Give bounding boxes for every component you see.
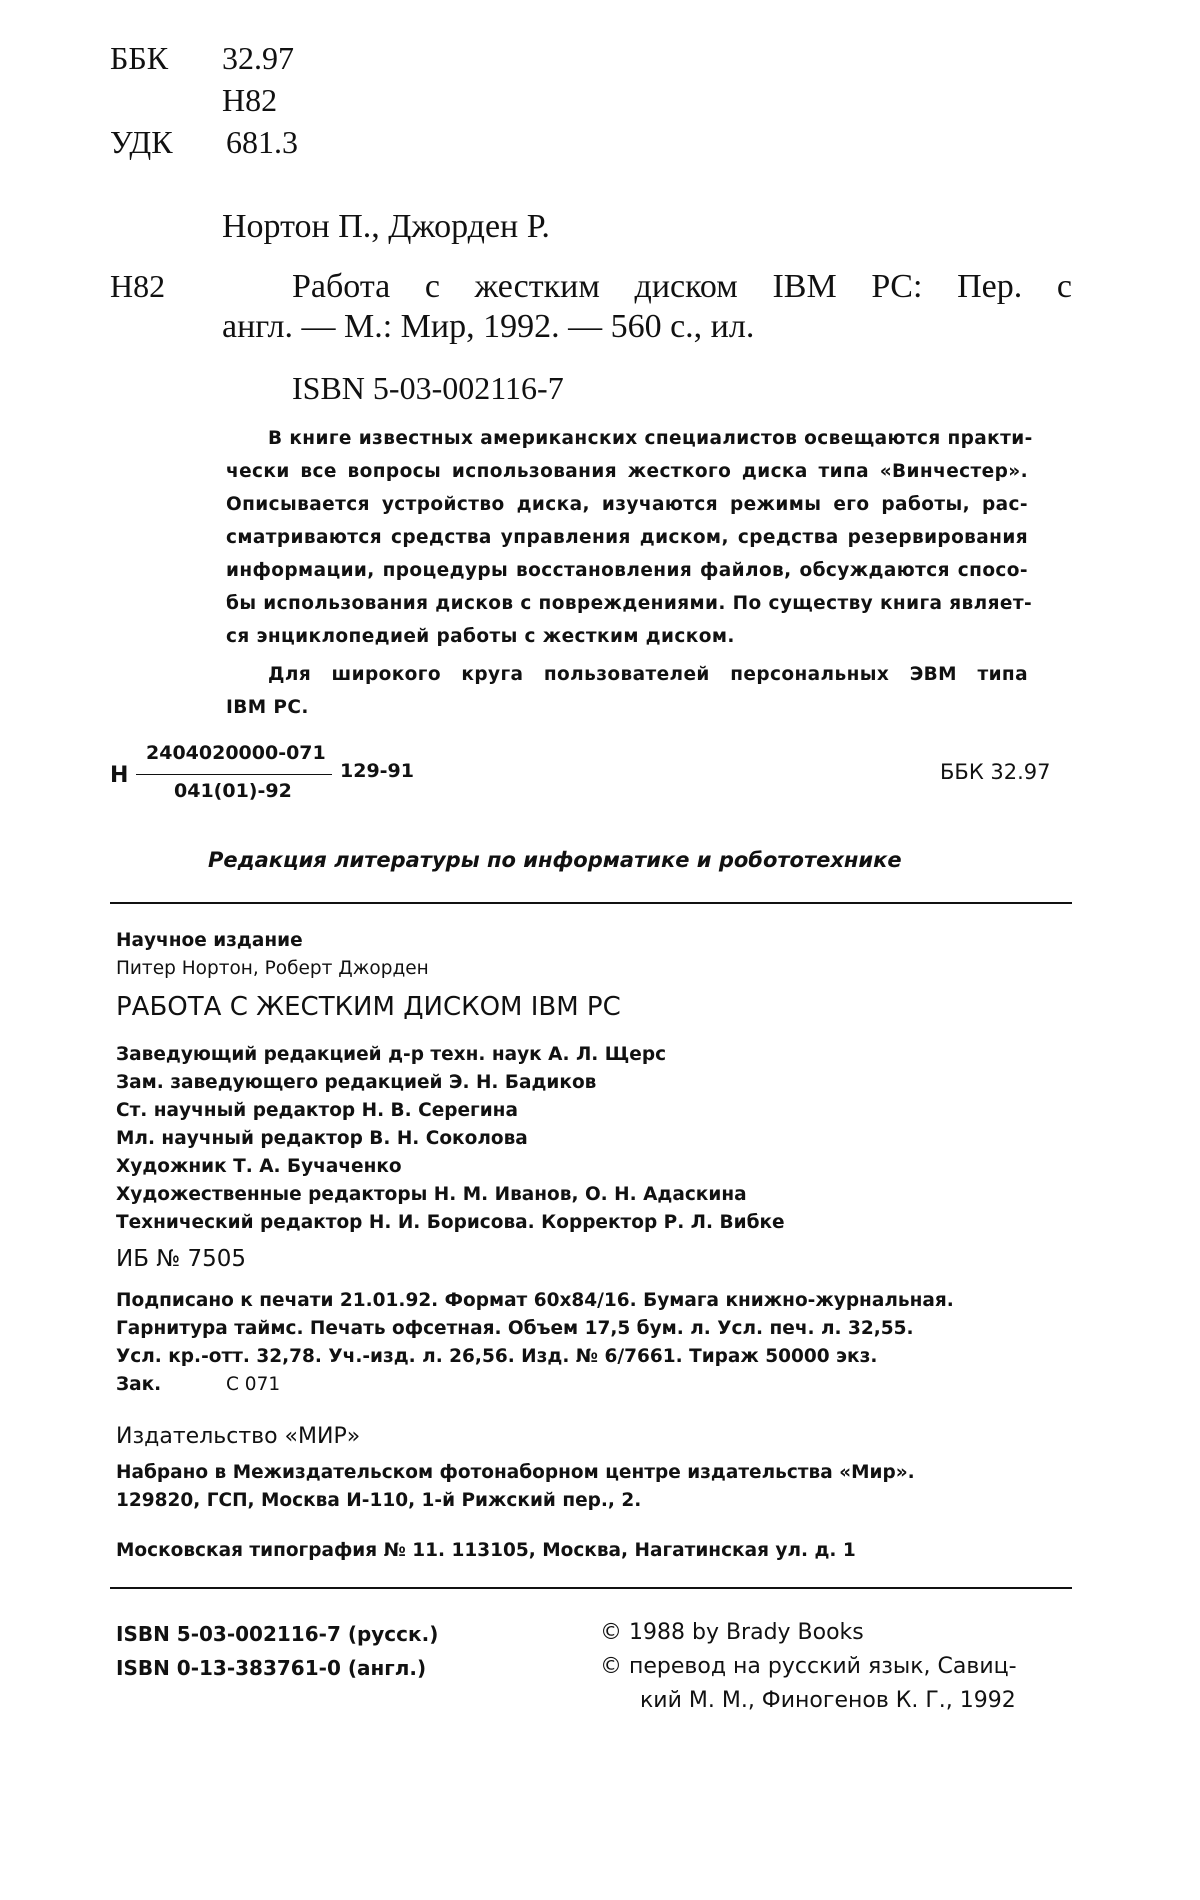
staff-line-7: Технический редактор Н. И. Борисова. Корректор Р. Л. Вибке xyxy=(116,1212,785,1233)
typeset-line-1: Набрано в Межиздательском фотонаборном центре издательства «Мир». xyxy=(116,1462,915,1483)
staff-line-5: Художник Т. А. Бучаченко xyxy=(116,1156,402,1177)
bbk-code: 32.97 xyxy=(222,40,294,76)
staff-line-2: Зам. заведующего редакцией Э. Н. Бадиков xyxy=(116,1072,597,1093)
catalog-mark: Н82 xyxy=(110,268,166,304)
annotation-line-2: чески все вопросы использования жесткого диска типа «Винчестер». xyxy=(226,461,1028,482)
isbn-english: ISBN 0-13-383761-0 (англ.) xyxy=(116,1656,427,1680)
audience-line-2: IBM PC. xyxy=(226,697,309,718)
index-prefix: Н xyxy=(110,763,129,788)
author-mark: Н82 xyxy=(222,82,278,118)
bottom-divider xyxy=(110,1587,1072,1589)
annotation-line-4: сматриваются средства управления диском, средства резервирования xyxy=(226,527,1028,548)
staff-line-6: Художественные редакторы Н. М. Иванов, О. Н. Адаскина xyxy=(116,1184,747,1205)
publisher: Издательство «МИР» xyxy=(116,1424,361,1449)
authors-full: Питер Нортон, Роберт Джорден xyxy=(116,958,429,979)
annotation-line-3: Описывается устройство диска, изучаются режимы его работы, рас- xyxy=(226,494,1028,515)
printer: Московская типография № 11. 113105, Москва, Нагатинская ул. д. 1 xyxy=(116,1540,856,1561)
catalog-line-1: Работа с жестким диском IBM PC: Пер. с xyxy=(292,268,1072,305)
index-suffix: 129-91 xyxy=(340,760,414,782)
annotation-line-1: В книге известных американских специалистов освещаются практи- xyxy=(268,428,1033,449)
authors-heading: Нортон П., Джорден Р. xyxy=(222,208,550,245)
edition-type: Научное издание xyxy=(116,930,303,951)
copyright-original: © 1988 by Brady Books xyxy=(600,1620,864,1645)
index-bbk: ББК 32.97 xyxy=(940,760,1051,784)
editorial-office: Редакция литературы по информатике и робототехнике xyxy=(208,848,902,872)
annotation-line-7: ся энциклопедией работы с жестким диском. xyxy=(226,626,735,647)
staff-line-4: Мл. научный редактор В. Н. Соколова xyxy=(116,1128,528,1149)
index-fraction-bar xyxy=(136,774,332,775)
order-label: Зак. xyxy=(116,1374,162,1395)
order-code: С 071 xyxy=(226,1374,281,1395)
udk-code: 681.3 xyxy=(226,124,298,160)
typeset-line-2: 129820, ГСП, Москва И-110, 1-й Рижский пер., 2. xyxy=(116,1490,642,1511)
index-numerator: 2404020000-071 xyxy=(146,742,326,764)
title-caps: РАБОТА С ЖЕСТКИМ ДИСКОМ IBM PC xyxy=(116,992,621,1022)
udk-label: УДК xyxy=(110,124,173,160)
bbk-label: ББК xyxy=(110,40,169,76)
isbn-russian: ISBN 5-03-002116-7 (русск.) xyxy=(116,1622,439,1646)
catalog-line-2: англ. — М.: Мир, 1992. — 560 с., ил. xyxy=(222,308,755,345)
print-details-1: Подписано к печати 21.01.92. Формат 60х84/16. Бумага книжно-журнальная. xyxy=(116,1290,954,1311)
print-details-3: Усл. кр.-отт. 32,78. Уч.-изд. л. 26,56. Изд. № 6/7661. Тираж 50000 экз. xyxy=(116,1346,878,1367)
annotation-line-5: информации, процедуры восстановления файлов, обсуждаются спосо- xyxy=(226,560,1028,581)
copyright-translation-2: кий М. М., Финогенов К. Г., 1992 xyxy=(640,1688,1016,1713)
ib-number: ИБ № 7505 xyxy=(116,1246,247,1272)
staff-line-3: Ст. научный редактор Н. В. Серегина xyxy=(116,1100,518,1121)
print-details-2: Гарнитура таймс. Печать офсетная. Объем 17,5 бум. л. Усл. печ. л. 32,55. xyxy=(116,1318,914,1339)
index-denominator: 041(01)-92 xyxy=(174,780,292,802)
top-divider xyxy=(110,902,1072,904)
staff-line-1: Заведующий редакцией д-р техн. наук А. Л. Щерс xyxy=(116,1044,667,1065)
catalog-isbn: ISBN 5-03-002116-7 xyxy=(292,370,564,406)
copyright-translation-1: © перевод на русский язык, Савиц- xyxy=(600,1654,1017,1679)
audience-line-1: Для широкого круга пользователей персональных ЭВМ типа xyxy=(268,664,1028,685)
annotation-line-6: бы использования дисков с повреждениями. По существу книга являет- xyxy=(226,593,1033,614)
